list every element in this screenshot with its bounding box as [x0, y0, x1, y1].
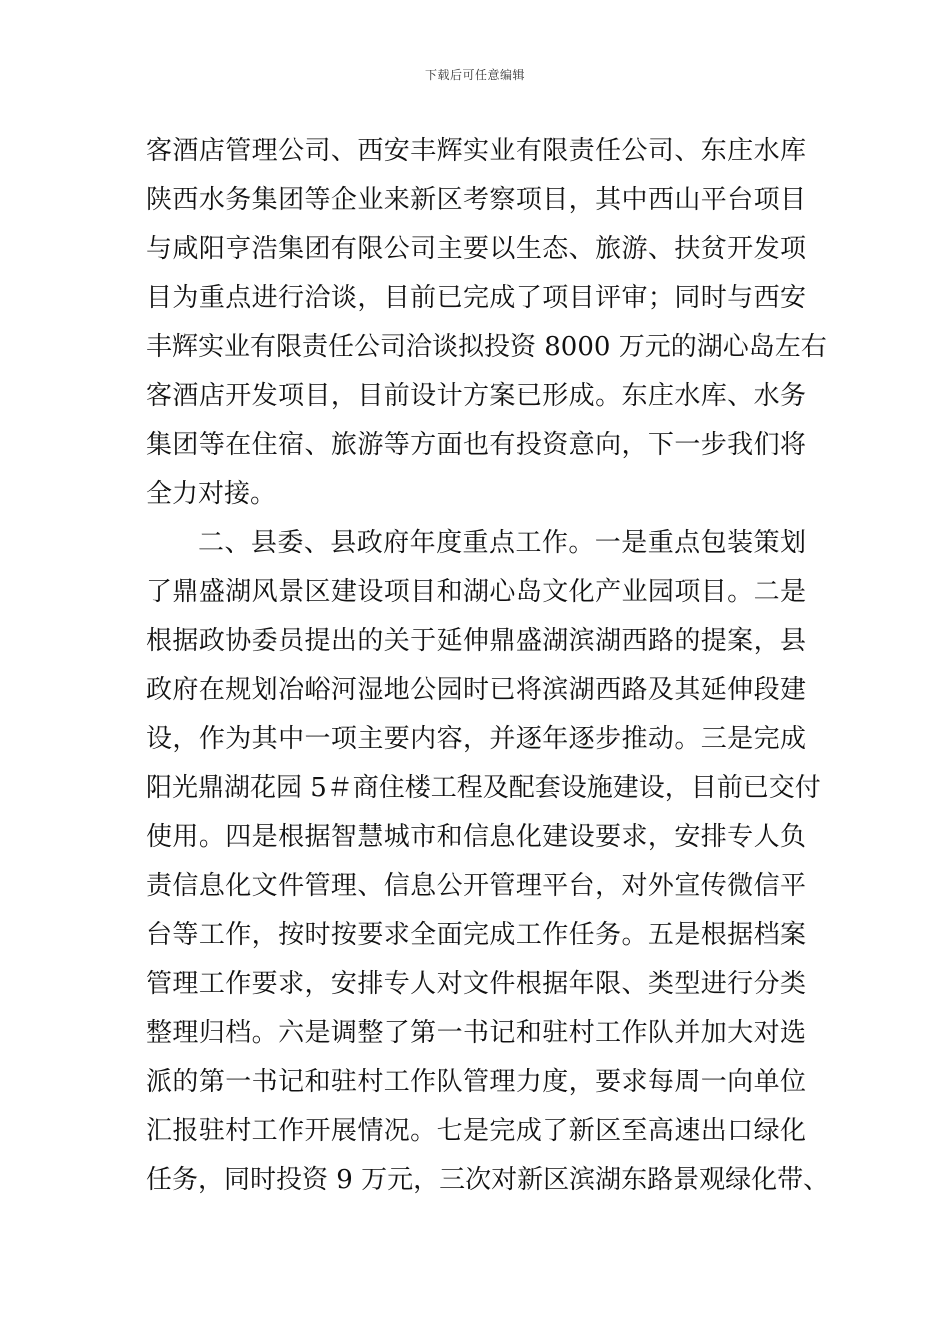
text-line: 设，作为其中一项主要内容，并逐年逐步推动。三是完成 — [146, 724, 806, 754]
text-line: 管理工作要求，安排专人对文件根据年限、类型进行分类 — [146, 969, 806, 999]
text-line: 汇报驻村工作开展情况。七是完成了新区至高速出口绿化 — [146, 1116, 806, 1146]
text-line: 派的第一书记和驻村工作队管理力度，要求每周一向单位 — [146, 1067, 806, 1097]
text-line: 陕西水务集团等企业来新区考察项目，其中西山平台项目 — [146, 185, 806, 215]
text-line: 了鼎盛湖风景区建设项目和湖心岛文化产业园项目。二是 — [146, 577, 806, 607]
text-line: 台等工作，按时按要求全面完成工作任务。五是根据档案 — [146, 920, 806, 950]
text-line: 全力对接。 — [146, 479, 277, 509]
text-line: 任务，同时投资 9 万元，三次对新区滨湖东路景观绿化带、 — [146, 1165, 830, 1195]
paragraph-2 — [146, 519, 830, 1205]
text-line: 责信息化文件管理、信息公开管理平台，对外宣传微信平 — [146, 871, 806, 901]
document-body — [146, 127, 830, 1205]
page-header: 下载后可任意编辑 — [424, 68, 525, 82]
text-line: 客酒店管理公司、西安丰辉实业有限责任公司、东庄水库 — [146, 136, 806, 166]
text-line: 客酒店开发项目，目前设计方案已形成。东庄水库、水务 — [146, 381, 806, 411]
text-line: 整理归档。六是调整了第一书记和驻村工作队并加大对选 — [146, 1018, 806, 1048]
text-line: 丰辉实业有限责任公司洽谈拟投资 8000 万元的湖心岛左右 — [146, 332, 827, 362]
text-line: 集团等在住宿、旅游等方面也有投资意向，下一步我们将 — [146, 430, 806, 460]
paragraph-1 — [146, 127, 827, 519]
text-line: 阳光鼎湖花园 5＃商住楼工程及配套设施建设，目前已交付 — [146, 773, 821, 803]
text-line: 根据政协委员提出的关于延伸鼎盛湖滨湖西路的提案，县 — [146, 626, 806, 656]
text-line: 二、县委、县政府年度重点工作。一是重点包装策划 — [198, 528, 806, 558]
text-line: 目为重点进行洽谈，目前已完成了项目评审；同时与西安 — [146, 283, 806, 313]
text-line: 与咸阳亨浩集团有限公司主要以生态、旅游、扶贫开发项 — [146, 234, 806, 264]
text-line: 使用。四是根据智慧城市和信息化建设要求，安排专人负 — [146, 822, 806, 852]
text-line: 政府在规划冶峪河湿地公园时已将滨湖西路及其延伸段建 — [146, 675, 806, 705]
